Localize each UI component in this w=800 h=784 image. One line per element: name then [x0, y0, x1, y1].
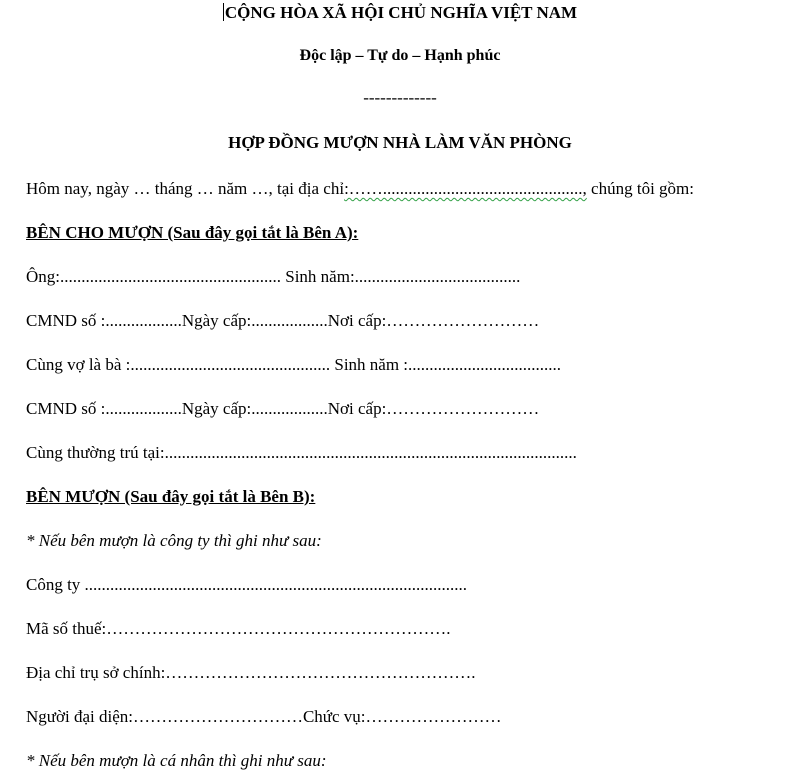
party-a-line-spouse-id: CMND số :..................Ngày cấp:..................Nơi cấp:………………………: [26, 399, 540, 418]
header-divider: -------------: [363, 88, 437, 107]
party-b-line-representative: Người đại diện:…………………………Chức vụ:……………………: [26, 707, 502, 726]
contract-title: HỢP ĐỒNG MƯỢN NHÀ LÀM VĂN PHÒNG: [228, 133, 572, 152]
intro-line: Hôm nay, ngày … tháng … năm …, tại địa chỉ:……..............................................., chúng tôi gồm:: [26, 179, 694, 198]
party-b-individual-note: * Nếu bên mượn là cá nhân thì ghi như sau:: [26, 751, 327, 770]
party-a-line-name: Ông:.................................................... Sinh năm:.......................................: [26, 267, 521, 286]
national-title: CỘNG HÒA XÃ HỘI CHỦ NGHĨA VIỆT NAM: [224, 3, 578, 22]
party-b-line-tax-code: Mã số thuế:…………………………………………………….: [26, 619, 451, 638]
party-b-heading: BÊN MƯỢN (Sau đây gọi tắt là Bên B):: [26, 487, 316, 506]
intro-address-blank: :……...............................................,: [344, 179, 587, 198]
party-a-heading: BÊN CHO MƯỢN (Sau đây gọi tắt là Bên A):: [26, 223, 359, 242]
party-b-company-note: * Nếu bên mượn là công ty thì ghi như sau:: [26, 531, 322, 550]
party-a-line-spouse: Cùng vợ là bà :............................................... Sinh năm :....................................: [26, 355, 562, 374]
party-b-line-address: Địa chỉ trụ sở chính:……………………………………………….: [26, 663, 476, 682]
party-b-line-company: Công ty ..........................................................................................: [26, 575, 468, 594]
text-cursor: [223, 3, 224, 21]
national-motto: Độc lập – Tự do – Hạnh phúc: [299, 47, 501, 64]
party-a-line-id: CMND số :..................Ngày cấp:..................Nơi cấp:………………………: [26, 311, 540, 330]
party-a-line-residence: Cùng thường trú tại:.................................................................................................: [26, 443, 577, 462]
